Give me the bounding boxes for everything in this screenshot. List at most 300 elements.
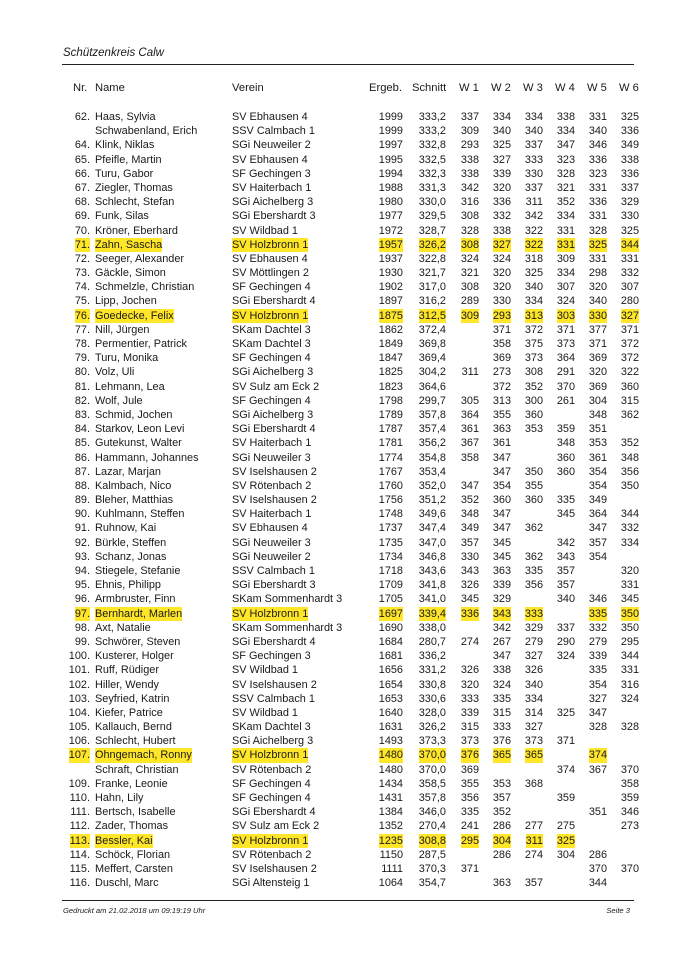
shooter-name-cell: Nill, Jürgen (95, 323, 150, 336)
w6-cell: 329 (620, 196, 639, 209)
club-cell: SGi Ebershardt 4 (232, 806, 316, 819)
rank-cell: 113. (69, 834, 90, 847)
club-cell: SV Sulz am Eck 2 (232, 380, 320, 393)
average-cell: 339,4 (418, 607, 446, 620)
table-row (0, 422, 682, 436)
w4-cell: 348 (556, 437, 575, 450)
w5-cell: 371 (588, 338, 607, 350)
w2-cell: 372 (492, 380, 511, 393)
club-cell: SSV Calmbach 1 (232, 565, 315, 577)
rank-cell: 70. (74, 224, 90, 237)
w1-cell: 338 (460, 167, 479, 180)
w5-cell: 374 (588, 749, 607, 762)
total-cell: 1930 (378, 267, 403, 280)
w5-cell: 336 (588, 153, 607, 166)
rank-cell: 92. (74, 536, 90, 549)
table-row (0, 209, 682, 223)
table-row (0, 649, 682, 663)
club-cell: SV Rötenbach 2 (232, 763, 312, 776)
shooter-name-cell: Schwörer, Steven (95, 635, 181, 648)
total-cell: 1875 (378, 309, 403, 322)
shooter-name-cell: Goedecke, Felix (95, 309, 174, 322)
shooter-name-cell: Kröner, Eberhard (95, 224, 178, 237)
table-row (0, 153, 682, 167)
shooter-name-cell: Bürkle, Steffen (95, 536, 167, 549)
average-cell: 333,2 (418, 125, 446, 138)
w4-cell: 331 (556, 224, 575, 237)
average-cell: 347,0 (418, 536, 446, 549)
w4-cell: 345 (556, 508, 575, 521)
average-cell: 369,8 (418, 338, 446, 350)
w3-cell: 335 (524, 565, 543, 577)
w5-cell: 279 (588, 635, 607, 648)
w1-cell: 371 (460, 862, 479, 875)
w4-cell: 340 (556, 593, 575, 606)
w5-cell: 349 (588, 494, 607, 507)
rank-cell: 109. (68, 777, 90, 790)
w3-cell: 277 (524, 820, 543, 833)
rank-cell: 76. (74, 309, 90, 322)
total-cell: 1493 (378, 735, 403, 748)
w3-cell: 327 (524, 650, 543, 663)
rank-cell: 78. (74, 338, 90, 350)
w5-cell: 335 (588, 607, 607, 620)
average-cell: 353,4 (418, 465, 446, 478)
w3-cell: 337 (524, 181, 543, 194)
w4-cell: 304 (556, 848, 575, 861)
w2-cell: 345 (492, 550, 511, 563)
w1-cell: 330 (460, 550, 479, 563)
average-cell: 343,6 (418, 565, 446, 577)
w6-cell: 330 (620, 210, 639, 223)
rank-cell: 112. (69, 820, 90, 833)
table-row (0, 536, 682, 550)
w3-cell: 362 (524, 550, 543, 563)
w3-cell: 334 (524, 111, 543, 123)
col-schnitt: Schnitt (412, 82, 447, 94)
shooter-name-cell: Lehmann, Lea (95, 380, 165, 393)
w5-cell: 351 (588, 423, 607, 436)
w2-cell: 371 (492, 323, 511, 336)
w2-cell: 363 (492, 423, 511, 436)
total-cell: 1781 (378, 437, 403, 450)
w6-cell: 273 (620, 820, 639, 833)
table-row (0, 621, 682, 635)
shooter-name-cell: Franke, Leonie (95, 777, 168, 790)
total-cell: 1681 (378, 650, 403, 663)
w1-cell: 274 (460, 635, 479, 648)
w5-cell: 304 (588, 394, 607, 407)
w1-cell: 348 (460, 508, 479, 521)
w1-cell: 326 (460, 664, 479, 677)
w3-cell: 334 (524, 692, 543, 705)
w1-cell: 345 (460, 593, 479, 606)
club-cell: SV Wildbad 1 (232, 224, 298, 237)
w3-cell: 326 (524, 664, 543, 677)
w1-cell: 352 (460, 494, 479, 507)
club-cell: SV Haiterbach 1 (232, 508, 312, 521)
w6-cell: 372 (620, 352, 639, 365)
w6-cell: 349 (620, 139, 639, 152)
col-ergeb: Ergeb. (369, 82, 402, 94)
total-cell: 1734 (378, 550, 403, 563)
w4-cell: 334 (556, 267, 575, 280)
average-cell: 347,4 (418, 522, 446, 535)
average-cell: 341,0 (418, 593, 446, 606)
w3-cell: 322 (524, 224, 543, 237)
table-row (0, 252, 682, 266)
average-cell: 338,0 (418, 621, 446, 634)
table-row (0, 692, 682, 706)
w4-cell: 335 (556, 494, 575, 507)
club-cell: SV Ebhausen 4 (232, 522, 308, 535)
average-cell: 349,6 (418, 508, 446, 521)
w5-cell: 328 (588, 721, 607, 734)
w5-cell: 331 (588, 181, 607, 194)
w5-cell: 331 (588, 111, 607, 123)
printed-timestamp: Gedruckt am 21.02.2018 um 09:19:19 Uhr (63, 906, 206, 915)
total-cell: 1995 (378, 153, 403, 166)
shooter-name-cell: Duschl, Marc (95, 877, 159, 890)
club-cell: SGi Aichelberg 3 (232, 735, 314, 748)
w6-cell: 307 (620, 281, 639, 294)
w1-cell: 343 (460, 565, 479, 577)
total-cell: 1654 (378, 678, 403, 691)
rank-cell: 79. (74, 352, 90, 365)
total-cell: 1756 (378, 494, 403, 507)
table-row (0, 436, 682, 450)
w6-cell: 370 (620, 862, 639, 875)
rank-cell: 106. (68, 735, 90, 748)
w6-cell: 360 (620, 380, 639, 393)
rank-cell: 115. (69, 862, 90, 875)
w6-cell: 315 (620, 394, 639, 407)
w5-cell: 351 (588, 806, 607, 819)
club-cell: SV Rötenbach 2 (232, 479, 312, 492)
table-row (0, 791, 682, 805)
w1-cell: 241 (460, 820, 479, 833)
total-cell: 1937 (378, 252, 403, 265)
club-cell: SKam Sommenhardt 3 (232, 621, 343, 634)
shooter-name-cell: Starkov, Leon Levi (95, 423, 185, 436)
w2-cell: 324 (492, 678, 511, 691)
average-cell: 336,2 (418, 650, 446, 663)
average-cell: 326,2 (418, 721, 446, 734)
rank-cell: 99. (74, 635, 90, 648)
w5-cell: 357 (588, 536, 607, 549)
w1-cell: 311 (461, 366, 479, 379)
rank-cell: 69. (74, 210, 90, 223)
w5-cell: 354 (588, 678, 607, 691)
shooter-name-cell: Bleher, Matthias (95, 494, 174, 507)
rank-cell: 110. (69, 792, 90, 804)
w1-cell: 337 (460, 111, 479, 123)
w2-cell: 293 (492, 309, 511, 322)
w4-cell: 357 (556, 579, 575, 592)
average-cell: 372,4 (418, 323, 446, 336)
w5-cell: 361 (588, 451, 607, 464)
club-cell: SV Iselshausen 2 (232, 678, 317, 691)
w5-cell: 330 (588, 309, 607, 322)
shooter-name-cell: Schwabenland, Erich (95, 125, 198, 138)
rank-cell: 111. (70, 806, 90, 819)
total-cell: 1709 (378, 579, 403, 592)
w3-cell: 356 (524, 579, 543, 592)
shooter-name-cell: Ruff, Rüdiger (95, 664, 159, 677)
w2-cell: 347 (492, 650, 511, 663)
table-row (0, 195, 682, 209)
w6-cell: 324 (620, 692, 639, 705)
w6-cell: 352 (620, 437, 639, 450)
w5-cell: 367 (588, 763, 607, 776)
club-cell: SKam Dachtel 3 (232, 721, 311, 734)
total-cell: 1352 (378, 820, 403, 833)
table-row (0, 451, 682, 465)
w1-cell: 336 (460, 607, 479, 620)
w2-cell: 347 (492, 451, 511, 464)
shooter-name-cell: Hammann, Johannes (95, 451, 199, 464)
w2-cell: 324 (492, 252, 511, 265)
w4-cell: 323 (556, 153, 575, 166)
table-row (0, 862, 682, 876)
w6-cell: 344 (620, 508, 639, 521)
average-cell: 331,3 (418, 181, 446, 194)
shooter-name-cell: Funk, Silas (95, 210, 149, 223)
w4-cell: 374 (556, 763, 575, 776)
w3-cell: 353 (524, 423, 543, 436)
w1-cell: 316 (460, 196, 479, 209)
shooter-name-cell: Volz, Uli (95, 366, 135, 379)
w4-cell: 371 (556, 735, 575, 748)
shooter-name-cell: Gäckle, Simon (95, 267, 166, 280)
club-cell: SV Iselshausen 2 (232, 465, 317, 478)
average-cell: 330,8 (418, 678, 446, 691)
club-cell: SV Wildbad 1 (232, 706, 298, 719)
w3-cell: 330 (524, 167, 543, 180)
w5-cell: 370 (588, 862, 607, 875)
w1-cell: 326 (460, 579, 479, 592)
w5-cell: 340 (588, 295, 607, 308)
table-row (0, 294, 682, 308)
table-row (0, 465, 682, 479)
w3-cell: 333 (524, 153, 543, 166)
total-cell: 1988 (378, 181, 403, 194)
club-cell: SV Holzbronn 1 (232, 309, 309, 322)
club-cell: SGi Aichelberg 3 (232, 196, 314, 209)
total-cell: 1847 (378, 352, 403, 365)
table-row (0, 848, 682, 862)
average-cell: 326,2 (418, 238, 446, 251)
w2-cell: 325 (492, 139, 511, 152)
w5-cell: 335 (588, 664, 607, 677)
club-cell: SF Gechingen 4 (232, 777, 311, 790)
club-cell: SKam Dachtel 3 (232, 323, 311, 336)
w1-cell: 324 (460, 252, 479, 265)
total-cell: 1862 (378, 323, 403, 336)
w6-cell: 344 (620, 650, 639, 663)
rank-cell: 88. (74, 479, 90, 492)
w2-cell: 353 (492, 777, 511, 790)
w2-cell: 327 (492, 153, 511, 166)
table-row (0, 734, 682, 748)
header-divider (62, 64, 634, 65)
w6-cell: 356 (620, 465, 639, 478)
total-cell: 1999 (378, 125, 403, 138)
w2-cell: 330 (492, 295, 511, 308)
shooter-name-cell: Kiefer, Patrice (95, 706, 163, 719)
w6-cell: 350 (620, 479, 639, 492)
w5-cell: 323 (588, 167, 607, 180)
total-cell: 1653 (378, 692, 403, 705)
average-cell: 370,0 (418, 763, 446, 776)
rank-cell: 67. (74, 181, 90, 194)
table-row (0, 124, 682, 138)
club-cell: SGi Ebershardt 4 (232, 295, 316, 308)
col-w4: W 4 (555, 82, 575, 94)
table-row (0, 380, 682, 394)
average-cell: 354,7 (418, 877, 446, 890)
total-cell: 1111 (381, 862, 403, 875)
w3-cell: 327 (524, 721, 543, 734)
total-cell: 1705 (378, 593, 403, 606)
w4-cell: 324 (556, 650, 575, 663)
average-cell: 373,3 (418, 735, 446, 748)
total-cell: 1684 (378, 635, 403, 648)
average-cell: 332,5 (418, 153, 446, 166)
shooter-name-cell: Kalmbach, Nico (95, 479, 172, 492)
w6-cell: 350 (620, 607, 639, 620)
w5-cell: 327 (588, 692, 607, 705)
w3-cell: 308 (524, 366, 543, 379)
table-row (0, 167, 682, 181)
w5-cell: 320 (588, 281, 607, 294)
shooter-name-cell: Schmelzle, Christian (95, 281, 195, 294)
rank-cell: 89. (74, 494, 90, 507)
table-row (0, 706, 682, 720)
w6-cell: 331 (620, 664, 639, 677)
w2-cell: 320 (492, 267, 511, 280)
shooter-name-cell: Lazar, Marjan (95, 465, 161, 478)
club-cell: SF Gechingen 4 (232, 394, 311, 407)
w2-cell: 338 (492, 664, 511, 677)
total-cell: 1787 (378, 423, 403, 436)
w2-cell: 304 (492, 834, 511, 847)
rank-cell: 72. (74, 252, 90, 265)
w2-cell: 332 (492, 210, 511, 223)
average-cell: 351,2 (418, 494, 446, 507)
average-cell: 346,8 (418, 550, 446, 563)
w6-cell: 337 (620, 181, 639, 194)
average-cell: 328,7 (418, 224, 446, 237)
club-cell: SV Wildbad 1 (232, 664, 298, 677)
w4-cell: 321 (556, 181, 575, 194)
average-cell: 369,4 (418, 352, 446, 365)
w2-cell: 320 (492, 281, 511, 294)
w6-cell: 331 (620, 252, 639, 265)
total-cell: 1849 (378, 338, 403, 350)
w6-cell: 325 (620, 224, 639, 237)
w1-cell: 361 (460, 423, 479, 436)
w2-cell: 347 (492, 508, 511, 521)
w4-cell: 373 (556, 338, 575, 350)
club-cell: SGi Ebershardt 3 (232, 210, 316, 223)
w2-cell: 286 (492, 848, 511, 861)
total-cell: 1631 (378, 721, 403, 734)
col-w3: W 3 (523, 82, 543, 94)
rank-cell: 71. (74, 238, 90, 251)
club-cell: SGi Aichelberg 3 (232, 366, 314, 379)
rank-cell: 87. (74, 465, 90, 478)
club-cell: SGi Aichelberg 3 (232, 408, 314, 421)
w4-cell: 337 (556, 621, 575, 634)
results-table (0, 110, 682, 890)
w4-cell: 352 (556, 196, 575, 209)
w6-cell: 327 (620, 309, 639, 322)
col-w5: W 5 (587, 82, 607, 94)
rank-cell: 66. (74, 167, 90, 180)
w2-cell: 335 (492, 692, 511, 705)
shooter-name-cell: Ruhnow, Kai (95, 522, 157, 535)
shooter-name-cell: Kusterer, Holger (95, 650, 174, 663)
w3-cell: 311 (525, 196, 543, 209)
average-cell: 332,8 (418, 139, 446, 152)
w3-cell: 372 (524, 323, 543, 336)
rank-cell: 91. (74, 522, 90, 535)
rank-cell: 82. (74, 394, 90, 407)
w6-cell: 336 (620, 125, 639, 138)
shooter-name-cell: Ohngemach, Ronny (95, 749, 192, 762)
w4-cell: 364 (556, 352, 575, 365)
rank-cell: 65. (74, 153, 90, 166)
table-row (0, 394, 682, 408)
club-cell: SV Ebhausen 4 (232, 252, 308, 265)
w5-cell: 340 (588, 125, 607, 138)
shooter-name-cell: Zahn, Sascha (95, 238, 163, 251)
rank-cell: 75. (74, 295, 90, 308)
club-cell: SF Gechingen 3 (232, 650, 311, 663)
club-cell: SGi Altensteig 1 (232, 877, 310, 890)
w1-cell: 328 (460, 224, 479, 237)
rank-cell: 62. (74, 111, 90, 123)
col-w6: W 6 (619, 82, 639, 94)
shooter-name-cell: Schlecht, Stefan (95, 196, 175, 209)
w1-cell: 289 (460, 295, 479, 308)
w4-cell: 325 (556, 834, 575, 847)
w5-cell: 328 (588, 224, 607, 237)
w3-cell: 322 (524, 238, 543, 251)
table-row (0, 493, 682, 507)
w6-cell: 346 (620, 806, 639, 819)
average-cell: 317,0 (418, 281, 446, 294)
average-cell: 332,3 (418, 167, 446, 180)
club-cell: SGi Neuweiler 3 (232, 451, 311, 464)
rank-cell: 83. (74, 408, 90, 421)
w2-cell: 363 (492, 877, 511, 890)
w5-cell: 377 (588, 323, 607, 336)
total-cell: 1774 (378, 451, 403, 464)
shooter-name-cell: Bertsch, Isabelle (95, 806, 176, 819)
average-cell: 356,2 (418, 437, 446, 450)
w2-cell: 369 (492, 352, 511, 365)
shooter-name-cell: Hiller, Wendy (95, 678, 159, 691)
total-cell: 1064 (378, 877, 403, 890)
average-cell: 280,7 (418, 635, 446, 648)
w1-cell: 295 (460, 834, 479, 847)
rank-cell: 105. (68, 721, 90, 734)
rank-cell: 107. (68, 749, 90, 762)
total-cell: 1718 (378, 565, 403, 577)
w4-cell: 334 (556, 125, 575, 138)
